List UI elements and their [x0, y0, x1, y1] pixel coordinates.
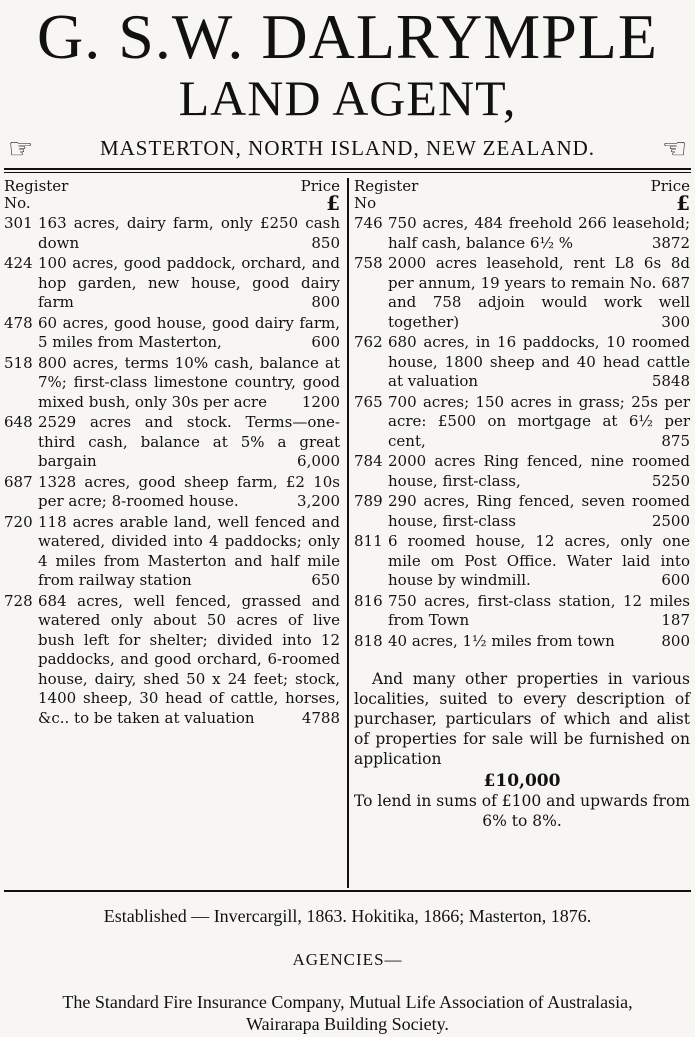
listing-entry — [4, 513, 340, 591]
register-number: 424 — [4, 254, 33, 272]
listing-price: 850 — [311, 233, 340, 252]
listing-description: 800 acres, terms 10% cash, balance at 7%; first-class limestone country, good mixed bush, only 30s per acre — [38, 353, 340, 411]
listing-entry — [4, 314, 340, 353]
listing-price: 875 — [661, 431, 690, 450]
listing-price: 2500 — [651, 511, 690, 530]
location: MASTERTON, NORTH ISLAND, NEW ZEALAND. — [99, 136, 596, 160]
price-label: Price — [300, 177, 340, 195]
listing-entry — [354, 492, 690, 531]
loan-terms: To lend in sums of £100 and upwards from 6% to 8%. — [354, 792, 690, 830]
listing-description: 2000 acres leasehold, rent L8 6s 8d per annum, 19 years to remain No. 687 and 758 adjoin would work well together) — [388, 254, 690, 331]
listing-description: 100 acres, good paddock, orchard, and hop garden, new house, good dairy farm — [38, 254, 340, 311]
register-label: Register — [354, 177, 419, 195]
register-number: 746 — [354, 214, 383, 232]
register-number: 816 — [354, 591, 383, 610]
register-number: 789 — [354, 492, 383, 510]
listing-price: 600 — [661, 571, 690, 589]
listing-description: 60 acres, good house, good dairy farm, 5 miles from Masterton, — [38, 313, 340, 351]
agent-role: LAND AGENT, — [178, 70, 517, 126]
listing-price: 5848 — [651, 372, 690, 390]
listing-description: 750 acres, first-class station, 12 miles from Town — [388, 591, 690, 629]
location-line — [0, 134, 695, 164]
bottom-rule — [4, 890, 691, 892]
register-number: 687 — [4, 472, 33, 491]
listing-entry — [4, 254, 340, 313]
listing-entry — [4, 413, 340, 472]
register-number: 728 — [4, 591, 33, 610]
listing-entry — [354, 452, 690, 491]
listing-entry — [354, 393, 690, 452]
loan-amount: £10,000 — [483, 771, 561, 791]
register-number: 648 — [4, 413, 33, 431]
listing-price: 800 — [311, 293, 340, 311]
register-number: 811 — [354, 532, 383, 550]
listing-entry — [4, 592, 340, 729]
listing-price: 1200 — [301, 392, 340, 411]
column-divider — [347, 178, 349, 888]
listing-price: 600 — [311, 333, 340, 351]
listing-description: 290 acres, Ring fenced, seven roomed house, first-class — [388, 492, 690, 530]
listing-description: 684 acres, well fenced, grassed and watered only about 50 acres of live bush left for shelter; divided into 12 paddocks, and good orchard, 6-roomed house, dairy, shed 50 x 24 feet; stock, 1400 sheep, 30 head of cattle, horses, &c.. to be taken at valuation — [38, 591, 340, 727]
listing-entry — [4, 214, 340, 253]
agent-name: G. S.W. DALRYMPLE — [37, 1, 658, 72]
no-label: No. — [4, 194, 31, 212]
listing-description: 2000 acres Ring fenced, nine roomed house, first-class, — [388, 452, 690, 490]
left-column — [4, 176, 340, 729]
listing-description: 163 acres, dairy farm, only £250 cash down — [38, 214, 340, 252]
listing-description: 40 acres, 1½ miles from town — [388, 631, 615, 650]
register-number: 818 — [354, 631, 383, 650]
currency-symbol: £ — [676, 191, 690, 215]
currency-symbol: £ — [326, 191, 340, 215]
other-properties-note: And many other properties in various localities, suited to every description of purchaser, particulars of which and alist of properties for sale will be furnished on application — [354, 670, 690, 768]
register-number: 478 — [4, 313, 33, 332]
listing-price: 300 — [661, 312, 690, 331]
listing-description: 1328 acres, good sheep farm, £2 10s per acre; 8-roomed house. — [38, 472, 340, 510]
listing-price: 650 — [311, 571, 340, 589]
register-number: 720 — [4, 512, 33, 531]
register-number: 765 — [354, 392, 383, 411]
top-rule-thin — [4, 172, 691, 173]
pointing-hand-left-icon: ☞ — [661, 132, 687, 165]
listing-entry — [354, 532, 690, 591]
agencies-heading: AGENCIES— — [292, 950, 403, 969]
pointing-hand-right-icon: ☞ — [8, 132, 34, 165]
listing-price: 6,000 — [297, 452, 340, 470]
listing-entry — [4, 354, 340, 413]
listing-description: 118 acres arable land, well fenced and watered, divided into 4 paddocks; only 4 miles from Masterton and half mile from railway station — [38, 512, 340, 589]
right-column — [354, 176, 690, 831]
top-rule — [4, 168, 691, 170]
listing-entry — [4, 473, 340, 512]
listing-description: 750 acres, 484 freehold 266 leasehold; half cash, balance 6½ % — [388, 214, 690, 252]
right-column-header — [354, 176, 690, 214]
listing-price: 4788 — [301, 708, 340, 727]
listing-entry — [354, 592, 690, 631]
established-line: Established — Invercargill, 1863. Hokitika, 1866; Masterton, 1876. — [103, 906, 592, 926]
listing-price: 3872 — [651, 233, 690, 252]
register-number: 784 — [354, 452, 383, 470]
register-label: Register — [4, 177, 69, 195]
listing-description: 6 roomed house, 12 acres, only one mile om Post Office. Water laid into house by windmill. — [388, 532, 690, 589]
register-number: 301 — [4, 214, 33, 232]
listing-entry — [354, 214, 690, 253]
agencies-list: The Standard Fire Insurance Company, Mutual Life Association of Australasia, Wairarapa Building Society. — [62, 992, 633, 1034]
listing-entry — [354, 254, 690, 332]
price-label: Price — [650, 177, 690, 195]
listing-entry — [354, 632, 690, 652]
listing-price: 187 — [661, 611, 690, 629]
listing-price: 800 — [661, 631, 690, 650]
listing-price: 5250 — [651, 471, 690, 490]
left-column-header — [4, 176, 340, 214]
no-label: No — [354, 194, 377, 212]
listing-description: 2529 acres and stock. Terms—one-third cash, balance at 5% a great bargain — [38, 413, 340, 470]
register-number: 758 — [354, 254, 383, 272]
listing-description: 700 acres; 150 acres in grass; 25s per acre: £500 on mortgage at 6½ per cent, — [388, 392, 690, 450]
listing-price: 3,200 — [297, 492, 340, 510]
register-number: 518 — [4, 353, 33, 372]
listing-description: 680 acres, in 16 paddocks, 10 roomed house, 1800 sheep and 40 head cattle at valuation — [388, 333, 690, 390]
listing-entry — [354, 333, 690, 392]
register-number: 762 — [354, 333, 383, 351]
